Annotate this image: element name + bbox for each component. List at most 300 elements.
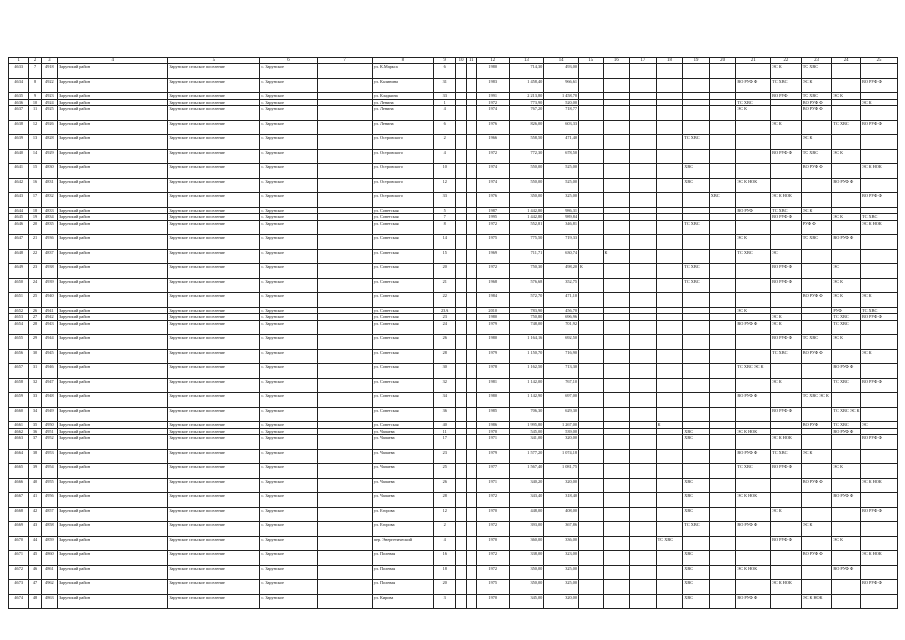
table-cell: ВО РУФ Ф (736, 594, 771, 609)
table-cell (656, 393, 683, 408)
table-row (9, 551, 898, 566)
table-cell: ЭС К НОК (736, 565, 771, 580)
table-cell: Зарунское сельское поселение (168, 407, 260, 422)
table-cell: 44 (29, 536, 41, 551)
table-cell (456, 565, 466, 580)
table-cell: 31 (29, 364, 41, 379)
table-cell (579, 522, 604, 537)
table-cell (603, 378, 630, 393)
table-cell (630, 235, 657, 250)
table-cell: Зарунский район (58, 536, 168, 551)
table-cell (771, 522, 802, 537)
table-cell: 4922 (41, 78, 57, 93)
table-cell (466, 335, 476, 350)
table-row (9, 78, 898, 93)
table-cell (736, 335, 771, 350)
table-cell: 4944 (41, 335, 57, 350)
table-cell (656, 478, 683, 493)
table-cell: ВО РУФ Ф (801, 478, 832, 493)
table-cell (466, 235, 476, 250)
table-cell (603, 522, 630, 537)
table-cell (736, 264, 771, 279)
table-cell (579, 349, 604, 364)
table-cell (456, 349, 466, 364)
table-cell: Зарунское сельское поселение (168, 464, 260, 479)
table-cell: с. Зарунское (260, 507, 317, 522)
table-cell: Зарунский район (58, 120, 168, 135)
table-cell: Зарунское сельское поселение (168, 565, 260, 580)
table-cell (683, 293, 710, 308)
table-cell: ВО РУФ Ф (771, 149, 802, 164)
table-cell: 1972 (476, 220, 509, 235)
table-cell: 25 (434, 464, 456, 479)
table-cell: 26 (434, 335, 456, 350)
table-cell: 4645 (9, 214, 29, 221)
table-cell: 1991 (476, 93, 509, 100)
table-cell (630, 378, 657, 393)
table-cell (832, 435, 861, 450)
table-cell: 4649 (9, 264, 29, 279)
table-cell: с. Зарунское (260, 536, 317, 551)
table-cell: ЭС К (736, 235, 771, 250)
table-cell (709, 565, 736, 580)
table-cell: 23 (434, 314, 456, 321)
column-header: 13 (509, 58, 544, 64)
table-cell: ТС ХВС (736, 249, 771, 264)
table-cell: с. Зарунское (260, 407, 317, 422)
table-cell: 4837 (41, 249, 57, 264)
table-cell: Зарунское сельское поселение (168, 264, 260, 279)
table-cell: с. Зарунское (260, 580, 317, 595)
table-cell: ТС ХВС (832, 120, 861, 135)
table-cell: Зарунский район (58, 349, 168, 364)
table-row (9, 193, 898, 208)
table-cell (630, 464, 657, 479)
table-cell: с. Зарунское (260, 120, 317, 135)
table-cell: с. Зарунское (260, 99, 317, 106)
table-cell: с. Зарунское (260, 78, 317, 93)
table-cell: ЭС К (771, 314, 802, 321)
table-cell (683, 364, 710, 379)
table-cell: 4667 (9, 493, 29, 508)
table-cell (801, 493, 832, 508)
table-cell (630, 407, 657, 422)
table-cell: 41 (29, 493, 41, 508)
table-cell (603, 580, 630, 595)
table-cell: 340,20 (509, 478, 544, 493)
table-cell: с. Зарунское (260, 207, 317, 214)
table-cell: ВО РУФ Ф (860, 193, 897, 208)
table-cell (736, 551, 771, 566)
table-cell (656, 264, 683, 279)
table-cell: ул. Советская (372, 320, 433, 335)
table-cell: 1979 (476, 449, 509, 464)
table-cell: Зарунское сельское поселение (168, 522, 260, 537)
table-cell: ул. Чапаева (372, 449, 433, 464)
table-cell: Зарунское сельское поселение (168, 435, 260, 450)
table-cell (630, 594, 657, 609)
table-cell: 4644 (9, 207, 29, 214)
table-cell: 22 (29, 249, 41, 264)
table-cell: Зарунское сельское поселение (168, 349, 260, 364)
table-cell: ВО РУФ Ф (771, 536, 802, 551)
table-cell: ул. Кладкина (372, 93, 433, 100)
table-cell: Зарунский район (58, 435, 168, 450)
table-cell: 4650 (9, 278, 29, 293)
table-cell (466, 507, 476, 522)
table-cell: 1971 (476, 435, 509, 450)
table-cell (466, 193, 476, 208)
table-cell: ТС ХВС (801, 235, 832, 250)
table-cell (603, 220, 630, 235)
table-cell: 4662 (9, 428, 29, 435)
table-cell: ХВС (709, 193, 736, 208)
table-cell: 4655 (9, 335, 29, 350)
table-cell: ул. Островского (372, 193, 433, 208)
table-cell: 4661 (9, 422, 29, 429)
table-cell: 15 (29, 164, 41, 179)
table-cell: Зарунский район (58, 314, 168, 321)
table-row (9, 522, 898, 537)
table-row (9, 393, 898, 408)
table-cell: ХВС (683, 164, 710, 179)
table-cell: 1976 (476, 120, 509, 135)
table-cell: Зарунский район (58, 93, 168, 100)
table-cell (656, 493, 683, 508)
table-cell: Зарунский район (58, 293, 168, 308)
table-cell: 471,40 (544, 135, 579, 150)
table-cell (466, 435, 476, 450)
table-cell: ЭС К (801, 522, 832, 537)
table-cell (801, 278, 832, 293)
table-cell (860, 565, 897, 580)
table-cell: ул. Советская (372, 378, 433, 393)
table-cell (656, 178, 683, 193)
table-cell: 783,90 (509, 307, 544, 314)
table-cell: 350,00 (509, 580, 544, 595)
table-cell: 40 (434, 422, 456, 429)
table-cell (456, 293, 466, 308)
table-cell: Зарунский район (58, 78, 168, 93)
table-cell: 576,68 (509, 278, 544, 293)
table-cell (630, 278, 657, 293)
table-cell (771, 393, 802, 408)
table-cell (736, 293, 771, 308)
table-cell (801, 407, 832, 422)
table-cell: 1986 (476, 422, 509, 429)
table-cell (466, 449, 476, 464)
table-cell: 47 (29, 580, 41, 595)
table-cell (709, 507, 736, 522)
table-cell (656, 120, 683, 135)
table-cell (317, 349, 372, 364)
table-cell: 37 (29, 435, 41, 450)
table-cell (317, 335, 372, 350)
table-cell (683, 235, 710, 250)
table-cell (630, 364, 657, 379)
table-cell: ВО РУФ Ф (860, 435, 897, 450)
table-cell: ТС ХВС (832, 314, 861, 321)
table-cell (736, 478, 771, 493)
table-cell: 4 (434, 536, 456, 551)
table-cell (801, 264, 832, 279)
table-cell (709, 78, 736, 93)
table-cell: 2 213,80 (509, 93, 544, 100)
table-cell: ТС ХВС (801, 64, 832, 79)
table-cell (579, 120, 604, 135)
table-cell: 4859 (41, 536, 57, 551)
table-cell: 629,30 (544, 407, 579, 422)
table-cell: 4951 (41, 428, 57, 435)
table-cell: 4671 (9, 551, 29, 566)
table-cell (466, 293, 476, 308)
column-header: 9 (434, 58, 456, 64)
column-header: 15 (579, 58, 604, 64)
table-cell (832, 135, 861, 150)
table-cell: К (579, 264, 604, 279)
table-cell: 1995 (476, 214, 509, 221)
table-cell: ЭС К (832, 214, 861, 221)
table-cell (603, 135, 630, 150)
table-cell: 7 (434, 214, 456, 221)
table-cell: 4660 (9, 407, 29, 422)
table-cell: ТС ХВС (656, 536, 683, 551)
table-cell (630, 193, 657, 208)
table-cell: Зарунское сельское поселение (168, 106, 260, 121)
table-cell: 27 (29, 314, 41, 321)
table-cell: ул. Полевая (372, 551, 433, 566)
table-cell (630, 293, 657, 308)
table-cell: 4923 (41, 93, 57, 100)
table-cell (456, 149, 466, 164)
table-cell: 1 142,00 (509, 378, 544, 393)
table-cell: с. Зарунское (260, 214, 317, 221)
table-cell: с. Зарунское (260, 478, 317, 493)
table-cell: ул. Советская (372, 422, 433, 429)
table-cell (860, 493, 897, 508)
table-cell: 24 (29, 278, 41, 293)
table-cell: 1966 (476, 135, 509, 150)
table-cell: ХВС (683, 428, 710, 435)
table-cell: 31 (434, 78, 456, 93)
table-cell: ВО РУФ Ф (771, 214, 802, 221)
table-cell: ул. Советская (372, 235, 433, 250)
table-cell: ЭС (860, 422, 897, 429)
table-cell: ХВС (683, 551, 710, 566)
table-cell (860, 364, 897, 379)
document-sheet (8, 57, 898, 609)
table-cell: 1980 (476, 335, 509, 350)
table-cell (466, 464, 476, 479)
table-cell: 4640 (9, 149, 29, 164)
table-row (9, 464, 898, 479)
table-cell (579, 464, 604, 479)
table-cell: ЭС К НОК (771, 435, 802, 450)
table-cell: РУФ (832, 307, 861, 314)
table-cell (736, 193, 771, 208)
table-cell (603, 536, 630, 551)
table-cell: ЭС (771, 249, 802, 264)
column-header: 22 (771, 58, 802, 64)
table-cell (456, 478, 466, 493)
table-cell: Зарунское сельское поселение (168, 293, 260, 308)
table-cell: 767,10 (544, 378, 579, 393)
table-cell: 4664 (9, 449, 29, 464)
table-cell: Зарунский район (58, 580, 168, 595)
table-cell: 12 (29, 120, 41, 135)
table-cell (860, 149, 897, 164)
table-cell: 4861 (41, 565, 57, 580)
table-cell: ул. Островского (372, 135, 433, 150)
table-cell (832, 220, 861, 235)
table-cell (656, 220, 683, 235)
table-cell: 716,90 (544, 349, 579, 364)
table-cell (579, 594, 604, 609)
table-cell: с. Зарунское (260, 493, 317, 508)
table-cell (683, 536, 710, 551)
table-cell: Зарунский район (58, 320, 168, 335)
table-cell (630, 249, 657, 264)
table-cell: 4652 (9, 307, 29, 314)
table-cell (466, 278, 476, 293)
table-cell: Зарунский район (58, 428, 168, 435)
table-cell: 718,77 (544, 106, 579, 121)
table-cell (456, 364, 466, 379)
table-cell (683, 120, 710, 135)
table-cell (579, 378, 604, 393)
table-cell (683, 193, 710, 208)
table-cell (832, 393, 861, 408)
table-cell: ЭС К (832, 536, 861, 551)
table-cell: 1 442,80 (509, 207, 544, 214)
table-cell: 4638 (9, 120, 29, 135)
table-cell: 4668 (9, 507, 29, 522)
table-cell: ул. Советская (372, 264, 433, 279)
table-cell: 1 142,90 (509, 393, 544, 408)
table-cell (771, 551, 802, 566)
table-cell (801, 249, 832, 264)
table-cell: 4936 (41, 235, 57, 250)
table-cell: Зарунское сельское поселение (168, 378, 260, 393)
table-cell (466, 536, 476, 551)
table-cell (466, 580, 476, 595)
table-cell (456, 106, 466, 121)
table-cell: ТС ХВС (771, 207, 802, 214)
table-cell: 4860 (41, 551, 57, 566)
table-cell: 1 567,40 (509, 464, 544, 479)
table-cell: ЭС К (771, 378, 802, 393)
table-cell: 4658 (9, 378, 29, 393)
table-cell (603, 393, 630, 408)
table-cell (801, 178, 832, 193)
table-cell: Зарунское сельское поселение (168, 364, 260, 379)
table-cell (801, 536, 832, 551)
table-cell: 706,30 (509, 407, 544, 422)
table-row (9, 293, 898, 308)
table-cell: ХВС (683, 493, 710, 508)
table-cell: ул. Советская (372, 307, 433, 314)
table-row (9, 536, 898, 551)
table-cell (466, 393, 476, 408)
table-cell (656, 335, 683, 350)
table-cell (317, 594, 372, 609)
table-cell: 320,00 (544, 435, 579, 450)
table-cell: с. Зарунское (260, 135, 317, 150)
table-cell (603, 364, 630, 379)
table-cell (603, 464, 630, 479)
table-cell: 493,00 (544, 64, 579, 79)
table-cell (630, 135, 657, 150)
table-cell (656, 64, 683, 79)
table-cell: 1970 (476, 428, 509, 435)
table-cell (860, 249, 897, 264)
table-cell (579, 335, 604, 350)
table-cell: ЭС К (771, 320, 802, 335)
table-cell: ул. Советская (372, 214, 433, 221)
table-cell: 4953 (41, 449, 57, 464)
table-cell: ул. Советская (372, 407, 433, 422)
table-cell (466, 120, 476, 135)
table-cell: 4835 (41, 220, 57, 235)
table-cell (603, 594, 630, 609)
table-cell (683, 335, 710, 350)
table-cell (709, 449, 736, 464)
table-cell: 23 (434, 449, 456, 464)
table-cell: 1985 (476, 407, 509, 422)
table-cell: 4659 (9, 393, 29, 408)
table-cell (466, 106, 476, 121)
table-cell (456, 435, 466, 450)
table-cell (317, 449, 372, 464)
table-cell (683, 349, 710, 364)
table-cell: 750,30 (509, 264, 544, 279)
table-cell (709, 349, 736, 364)
table-cell: с. Зарунское (260, 435, 317, 450)
table-cell (603, 407, 630, 422)
table-cell (317, 493, 372, 508)
column-header: 12 (476, 58, 509, 64)
table-cell: 33 (434, 193, 456, 208)
table-cell: 12 (434, 178, 456, 193)
table-cell: 36 (434, 407, 456, 422)
table-cell: 4828 (41, 135, 57, 150)
table-cell: 4858 (41, 522, 57, 537)
column-header: 8 (372, 58, 433, 64)
table-cell: 35 (29, 422, 41, 429)
table-cell: 33 (434, 93, 456, 100)
table-cell (603, 278, 630, 293)
table-cell: ЭС К (860, 293, 897, 308)
table-cell (801, 378, 832, 393)
table-cell: ул. Чапаева (372, 428, 433, 435)
table-cell: 336,00 (544, 536, 579, 551)
table-cell (709, 149, 736, 164)
table-cell: 767,20 (509, 106, 544, 121)
table-cell (656, 464, 683, 479)
table-row (9, 507, 898, 522)
table-cell: ТС ХВС (683, 135, 710, 150)
table-cell: 16 (29, 178, 41, 193)
table-cell: Зарунский район (58, 493, 168, 508)
table-cell: ВО РУФ Ф (832, 178, 861, 193)
table-cell: ТС ХВС (860, 307, 897, 314)
table-cell (801, 193, 832, 208)
table-cell: ЭС К НОК (736, 428, 771, 435)
table-cell: ул. Ленина (372, 99, 433, 106)
table-cell: Зарунское сельское поселение (168, 193, 260, 208)
table-cell (709, 536, 736, 551)
table-cell (656, 320, 683, 335)
